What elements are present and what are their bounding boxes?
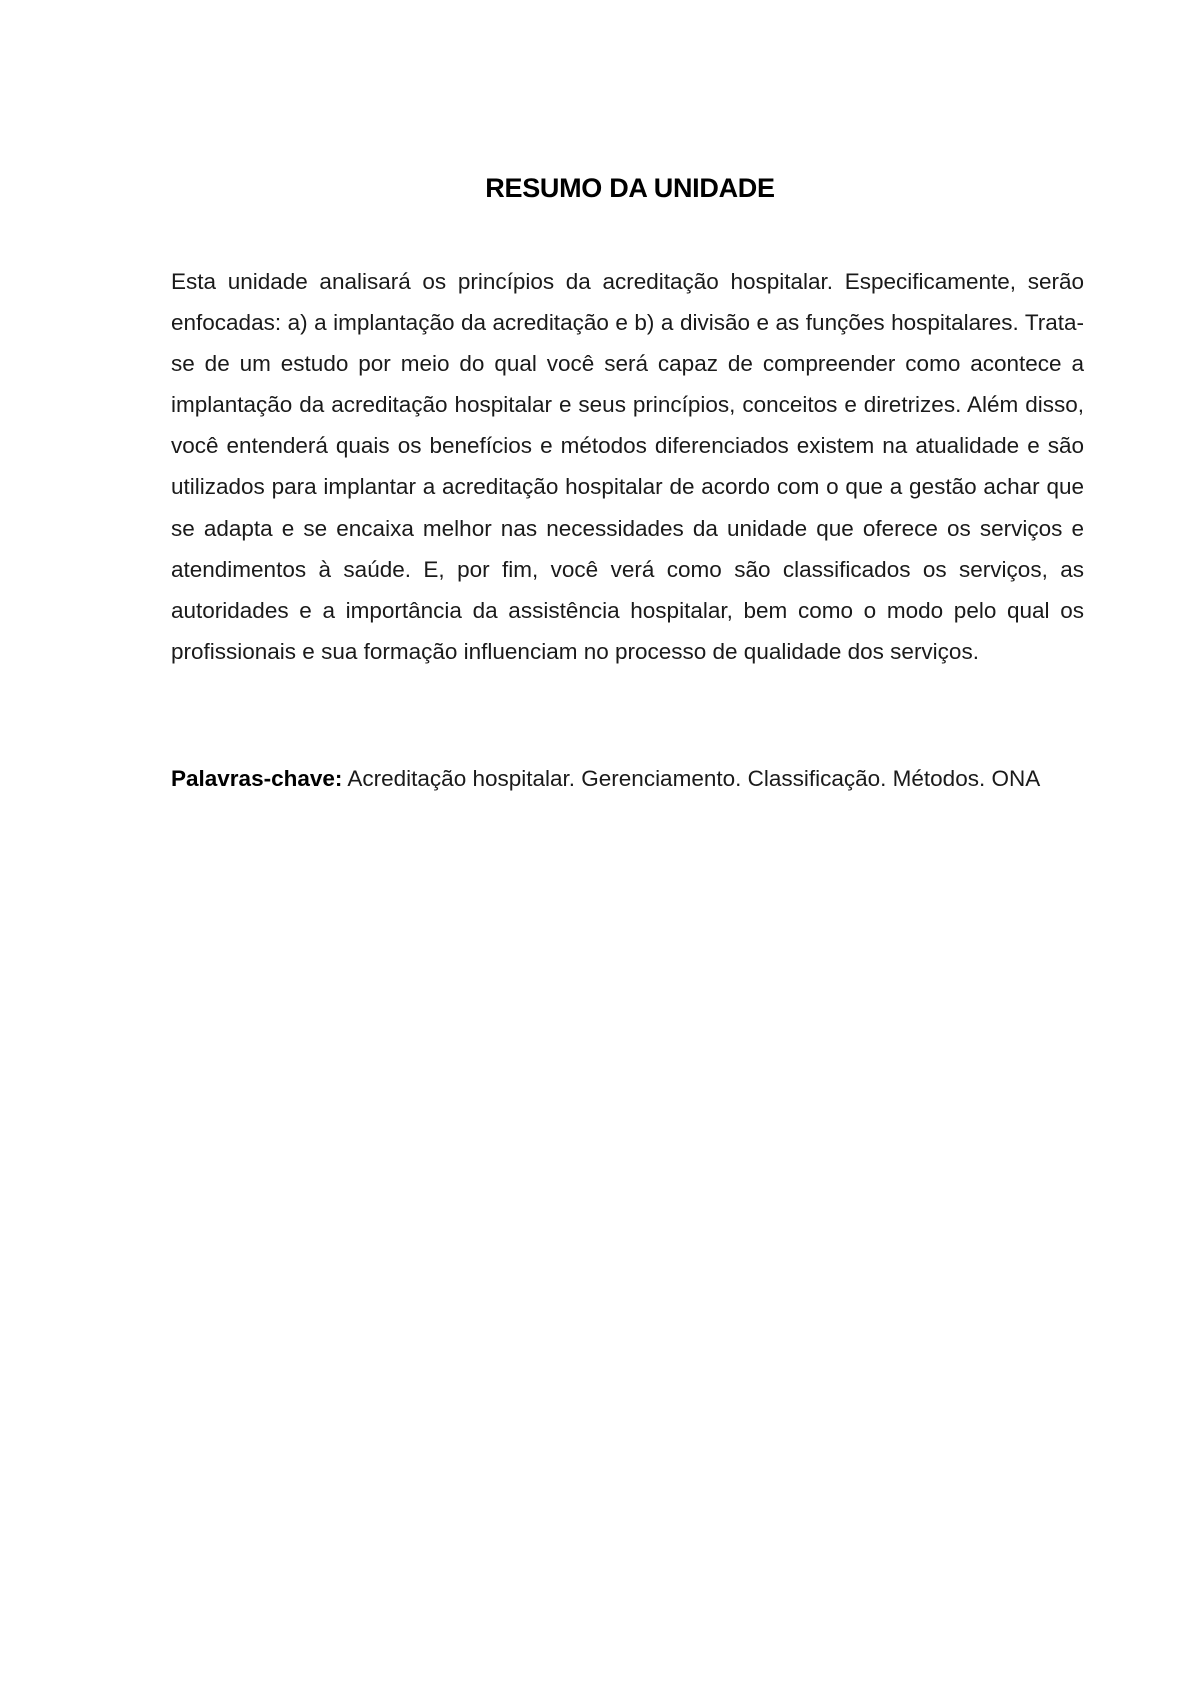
keywords-list: Acreditação hospitalar. Gerenciamento. Classificação. Métodos. ONA bbox=[347, 766, 1041, 791]
keywords-paragraph bbox=[171, 758, 1084, 799]
page-title: RESUMO DA UNIDADE bbox=[485, 173, 775, 203]
keywords-label: Palavras-chave: bbox=[171, 766, 343, 791]
summary-paragraph: Esta unidade analisará os princípios da acreditação hospitalar. Especificamente, serão enfocadas: a) a implantação da acreditação e b) a divisão e as funções hospitalares. Trata-se de um estudo por meio do qual você será capaz de compreender como acontece a implantação da acreditação hospitalar e seus princípios, conceitos e diretrizes. Além disso, você entenderá quais os benefícios e métodos diferenciados existem na atualidade e são utilizados para implantar a acreditação hospitalar de acordo com o que a gestão achar que se adapta e se encaixa melhor nas necessidades da unidade que oferece os serviços e atendimentos à saúde. E, por fim, você verá como são classificados os serviços, as autoridades e a importância da assistência hospitalar, bem como o modo pelo qual os profissionais e sua formação influenciam no processo de qualidade dos serviços. bbox=[171, 269, 1084, 664]
